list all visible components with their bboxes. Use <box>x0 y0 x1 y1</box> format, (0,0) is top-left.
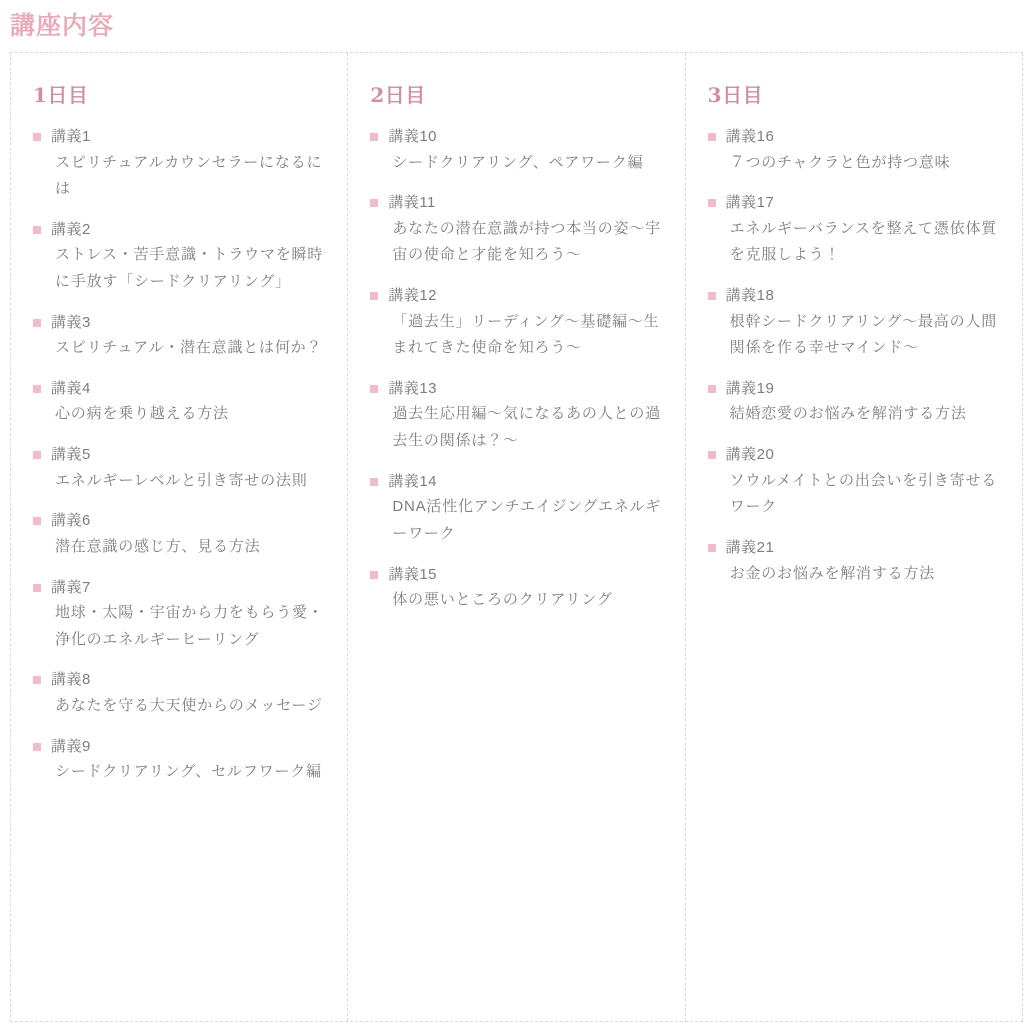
lesson-title: ７つのチャクラと色が持つ意味 <box>729 153 951 171</box>
lesson-number: 講義8 <box>51 671 91 689</box>
square-bullet-icon <box>33 517 41 525</box>
list-item <box>370 471 662 548</box>
square-bullet-icon <box>708 133 716 141</box>
square-bullet-icon <box>370 292 378 300</box>
lesson-number: 講義17 <box>725 194 775 212</box>
lesson-list <box>370 126 662 614</box>
square-bullet-icon <box>33 676 41 684</box>
lesson-number: 講義20 <box>725 446 775 464</box>
day-column <box>348 53 685 1021</box>
lesson-number: 講義6 <box>51 512 91 530</box>
lesson-number: 講義11 <box>388 194 436 212</box>
lesson-title: 過去生応用編〜気になるあの人との過去生の関係は？〜 <box>392 405 661 450</box>
square-bullet-icon <box>370 478 378 486</box>
day-heading: 1日目 <box>33 83 89 107</box>
square-bullet-icon <box>370 133 378 141</box>
list-item <box>33 510 325 560</box>
square-bullet-icon <box>708 292 716 300</box>
list-item <box>370 564 662 614</box>
lesson-list <box>33 126 325 786</box>
lesson-number: 講義7 <box>51 578 91 596</box>
lesson-title: 結婚恋愛のお悩みを解消する方法 <box>729 405 967 423</box>
lesson-list <box>708 126 1000 587</box>
square-bullet-icon <box>708 199 716 207</box>
list-item <box>33 669 325 719</box>
list-item <box>370 378 662 455</box>
list-item <box>33 312 325 362</box>
day-column <box>11 53 348 1021</box>
lesson-title: あなたを守る大天使からのメッセージ <box>55 696 323 714</box>
lesson-title: 「過去生」リーディング〜基礎編〜生まれてきた使命を知ろう〜 <box>392 312 660 357</box>
day-column <box>686 53 1023 1021</box>
lesson-title: お金のお悩みを解消する方法 <box>729 564 936 582</box>
square-bullet-icon <box>708 451 716 459</box>
day-columns <box>10 52 1023 1022</box>
list-item <box>33 219 325 296</box>
lesson-number: 講義9 <box>51 737 91 755</box>
square-bullet-icon <box>708 544 716 552</box>
square-bullet-icon <box>33 385 41 393</box>
square-bullet-icon <box>33 451 41 459</box>
lesson-number: 講義15 <box>388 565 438 583</box>
lesson-title: 心の病を乗り越える方法 <box>55 405 229 423</box>
page-title: 講座内容 <box>10 11 115 40</box>
lesson-title: エネルギーバランスを整えて憑依体質を克服しよう！ <box>729 219 998 264</box>
list-item <box>708 378 1000 428</box>
lesson-number: 講義18 <box>725 287 775 305</box>
list-item <box>33 736 325 786</box>
lesson-number: 講義10 <box>388 128 438 145</box>
lesson-number: 講義3 <box>51 313 91 331</box>
lesson-title: あなたの潜在意識が持つ本当の姿〜宇宙の使命と才能を知ろう〜 <box>392 219 661 264</box>
list-item <box>33 444 325 494</box>
lesson-number: 講義13 <box>388 379 438 397</box>
list-item <box>708 285 1000 362</box>
lesson-number: 講義2 <box>51 220 91 238</box>
lesson-title: DNA活性化アンチエイジングエネルギーワーク <box>392 498 662 542</box>
lesson-number: 講義21 <box>725 539 775 556</box>
list-item <box>33 378 325 428</box>
square-bullet-icon <box>33 133 41 141</box>
lesson-title: スピリチュアルカウンセラーになるには <box>55 153 323 198</box>
lesson-number: 講義5 <box>51 446 91 464</box>
lesson-number: 講義4 <box>51 379 91 397</box>
square-bullet-icon <box>33 584 41 592</box>
list-item <box>370 126 662 176</box>
square-bullet-icon <box>370 385 378 393</box>
lesson-title: 体の悪いところのクリアリング <box>392 591 613 609</box>
lesson-title: ソウルメイトとの出会いを引き寄せるワーク <box>729 471 998 516</box>
list-item <box>33 577 325 654</box>
lesson-title: ストレス・苦手意識・トラウマを瞬時に手放す「シードクリアリング」 <box>55 246 324 291</box>
list-item <box>708 126 1000 176</box>
lesson-title: 潜在意識の感じ方、見る方法 <box>55 537 261 555</box>
square-bullet-icon <box>708 385 716 393</box>
list-item <box>708 192 1000 269</box>
lesson-number: 講義19 <box>725 379 775 397</box>
list-item <box>33 126 325 203</box>
lesson-number: 講義1 <box>51 128 91 145</box>
square-bullet-icon <box>33 743 41 751</box>
square-bullet-icon <box>370 571 378 579</box>
lesson-title: エネルギーレベルと引き寄せの法則 <box>55 471 308 489</box>
square-bullet-icon <box>33 226 41 234</box>
square-bullet-icon <box>33 319 41 327</box>
day-heading: 3日目 <box>707 83 764 107</box>
lesson-title: シードクリアリング、セルフワーク編 <box>55 763 322 781</box>
lesson-number: 講義12 <box>388 287 438 305</box>
lesson-number: 講義16 <box>725 128 775 145</box>
list-item <box>370 285 662 362</box>
lesson-number: 講義14 <box>388 472 438 490</box>
lesson-title: 根幹シードクリアリング〜最高の人間関係を作る幸せマインド〜 <box>729 312 998 357</box>
square-bullet-icon <box>370 199 378 207</box>
list-item <box>370 192 662 269</box>
lesson-title: 地球・太陽・宇宙から力をもらう愛・浄化のエネルギーヒーリング <box>55 604 324 648</box>
list-item <box>708 537 1000 587</box>
lesson-title: シードクリアリング、ペアワーク編 <box>392 153 644 171</box>
day-heading: 2日目 <box>370 83 426 107</box>
lesson-title: スピリチュアル・潜在意識とは何か？ <box>55 339 323 357</box>
list-item <box>708 444 1000 521</box>
